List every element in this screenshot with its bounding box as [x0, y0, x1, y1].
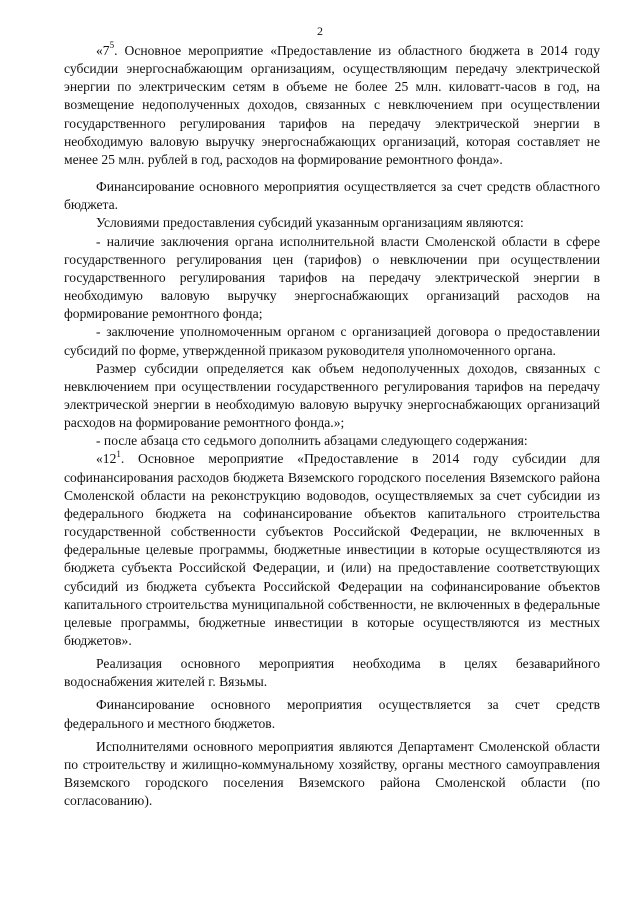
- paragraph-subsidy-size: Размер субсидии определяется как объем недополученных доходов, связанных с невключением при осуществлении государственного регулирования тарифов на передачу электрической энергии в необходимую валовую выручку энергоснабжающих организаций расходов на формирование ремонтного фонда.»;: [64, 360, 600, 431]
- paragraph-lead: «7: [96, 43, 110, 58]
- paragraph-measure-12-1: [64, 450, 600, 650]
- paragraph-condition-contract: - заключение уполномоченным органом с организацией договора о предоставлении субсидий по форме, утвержденной приказом руководителя уполномоченного органа.: [64, 324, 600, 358]
- paragraph-implementation-purpose: Реализация основного мероприятия необходима в целях безаварийного водоснабжения жителей г. Вязьмы.: [64, 656, 600, 690]
- document-body: [64, 42, 600, 810]
- paragraph-lead: «12: [96, 451, 117, 467]
- paragraph-executors: Исполнителями основного мероприятия являются Департамент Смоленской области по строительству и жилищно-коммунальному хозяйству, органы местного самоуправления Вяземского городского поселения Вяземского района Смоленской области (по согласованию).: [64, 738, 600, 809]
- page-number: 2: [317, 24, 323, 38]
- paragraph-subsidy-conditions: Условиями предоставления субсидий указанным организациям являются:: [96, 215, 524, 231]
- paragraph-text: . Основное мероприятие «Предоставление в 2014 году субсидии для софинансирования расходов бюджета Вяземского городского поселения Вяземского района Смоленской области на реконструкцию водоводов, осуществляемых за счет субсидии из федерального бюджета на софинансирование объектов капитального строительства государственной собственности субъектов Российской Федерации, не включенных в федеральные целевые программы, бюджетные инвестиции в которые осуществляются из бюджета субъекта Российской Федерации, и (или) на предоставление соответствующих субсидий из бюджета субъекта Российской Федерации на софинансирование объектов капитального строительства муниципальной собственности, не включенных в федеральные целевые программы, бюджетные инвестиции в которые осуществляются из местных бюджетов».: [64, 451, 600, 648]
- paragraph-condition-conclusion: - наличие заключения органа исполнительной власти Смоленской области в сфере государственного регулирования цен (тарифов) о невключении при осуществлении государственного регулирования тарифов на передачу электрической энергии в необходимую валовую выручку энергоснабжающих организаций расходов на формирование ремонтного фонда;: [64, 233, 600, 322]
- paragraph-amendment-instruction: - после абзаца сто седьмого дополнить абзацами следующего содержания:: [96, 433, 528, 449]
- paragraph-text: . Основное мероприятие «Предоставление из областного бюджета в 2014 году субсидии энергоснабжающим организациям, осуществляющим передачу электрической энергии по электрическим сетям в объеме не более 25 млн. киловатт-часов в год, на возмещение недополученных доходов, связанных с невключением при осуществлении государственного регулирования тарифов на передачу электрической энергии в необходимую валовую выручку энергоснабжающих организаций, которая составляет не менее 25 млн. рублей в год, расходов на формирование ремонтного фонда».: [64, 43, 600, 167]
- paragraph-financing-regional: Финансирование основного мероприятия осуществляется за счет средств областного бюджета.: [64, 179, 600, 213]
- superscript-index: 1: [116, 448, 121, 459]
- superscript-index: 5: [109, 40, 115, 51]
- paragraph-financing-federal-local: Финансирование основного мероприятия осуществляется за счет средств федерального и местного бюджетов.: [64, 697, 600, 731]
- paragraph-measure-7-5: [64, 42, 600, 169]
